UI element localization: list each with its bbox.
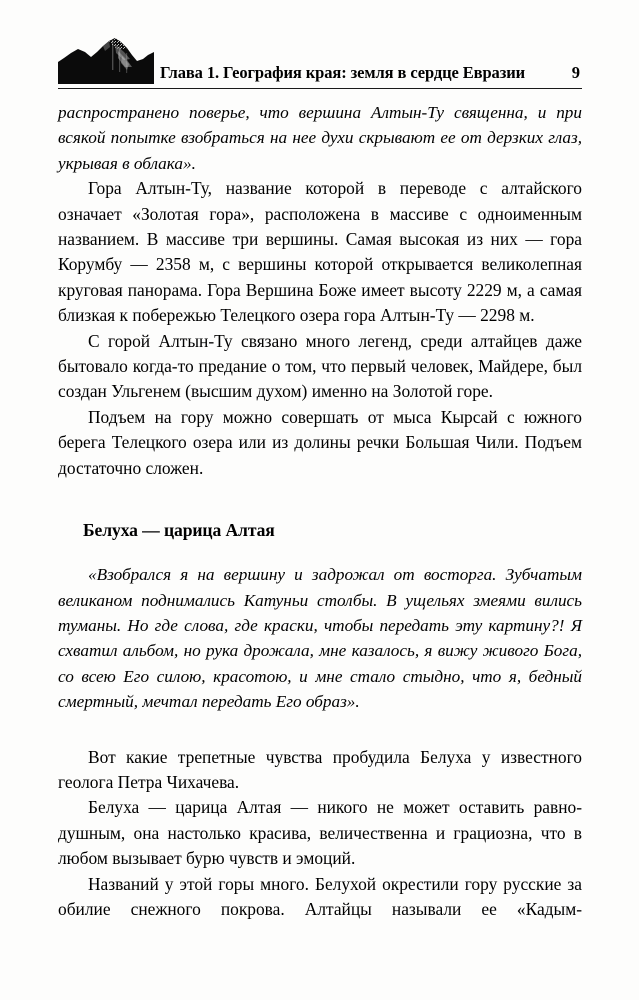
spacer-after-quote <box>58 715 582 745</box>
spacer-after-heading <box>58 542 582 562</box>
running-head-row <box>58 36 582 84</box>
paragraph-legends: С горой Алтын-Ту связано много легенд, среди алтайцев даже бытовало когда-то предание о том, что первый человек, Майдере, был создан Ульгенем (высшим духом) именно на Золотой горе. <box>58 330 582 402</box>
paragraph-altyn-tu: Гора Алтын-Ту, название которой в переводе с алтайского означает «Золотая гора», расположена в массиве с одноименным названием. В массиве три вершины. Самая высокая из них — гора Корумбу — 2358 м, с вершины которой открывается великолепная круговая панорама. Гора Вершина Боже имеет высоту 2229 м, а самая близкая к побережью Телецкого озера гора Алтын-Ту — 2298 м. <box>58 178 582 326</box>
paragraph-tsaritsa: Белуха — царица Алтая — никого не может оставить равнодушным, она настолько красива, величественна и грациозна, что в любом вызывает бурю чувств и эмоций. <box>58 797 582 869</box>
section-heading-belukha: Белуха — царица Алтая <box>83 520 275 541</box>
spacer-before-heading <box>58 481 582 518</box>
paragraph-names: Названий у этой горы много. Белухой окрестили гору русские за обилие снежного покрова. Алтайцы называли ее «Кадым- <box>58 873 582 919</box>
text-column <box>58 100 582 922</box>
running-head-title: Глава 1. География края: земля в сердце Евразии <box>160 62 526 82</box>
blockquote-belukha: «Взобрался я на вершину и задрожал от восторга. Зубчатым великаном поднимались Катуньи столбы. В ущельях змеями вились туманы. Но где слова, где краски, чтобы передать эту картину?! Я схватил альбом, но рука дрожала, мне казалось, я вижу живого Бога, со всею Его силою, красотою, и мне стало стыдно, что я, бедный смертный, мечтал передать Его образ». <box>58 565 582 712</box>
paragraph-chikhachev: Вот какие трепетные чувства пробудила Белуха у известного геолога Петра Чихачева. <box>58 746 582 792</box>
page-number: 9 <box>571 62 580 82</box>
running-head-rule <box>58 88 582 89</box>
mountain-range-icon <box>58 38 154 84</box>
paragraph-ascent: Подъем на гору можно совершать от мыса Кырсай с южного берега Телецкого озера или из долины речки Большая Чили. Подъем достаточно сложен. <box>58 406 582 478</box>
running-head <box>58 36 582 92</box>
paragraph-quote-continuation: распространено поверье, что вершина Алтын-Ту священна, и при всякой попытке взобраться на нее духи скрывают ее от дерзких глаз, укрывая в облака». <box>58 103 582 173</box>
